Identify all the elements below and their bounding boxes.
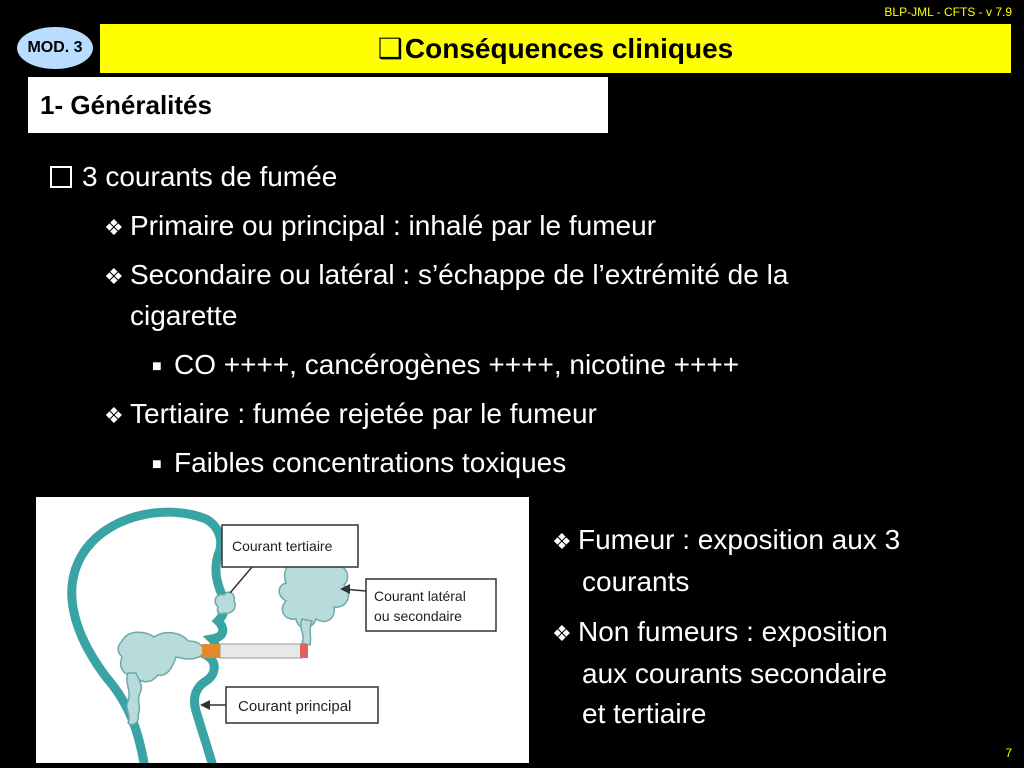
bullet-tertiary-detail: ■ Faibles concentrations toxiques [152,443,566,485]
label-tertiary [222,525,358,567]
nonsmoker-note: ❖ Non fumeurs : exposition [552,612,900,654]
label-lateral [366,579,496,631]
diamond-bullet-icon: ❖ [104,403,124,428]
svg-text:Courant tertiaire: Courant tertiaire [232,538,333,554]
bullet-tertiary: ❖ Tertiaire : fumée rejetée par le fumeur [104,394,597,436]
header-tag: BLP-JML - CFTS - v 7.9 [884,5,1012,19]
diamond-bullet-icon: ❖ [552,621,572,646]
bullet-secondary-cont: cigarette [130,300,238,331]
cigarette-filter [202,644,220,658]
smoker-note: ❖ Fumeur : exposition aux 3 [552,520,900,562]
checkbox-icon: ❑ [377,33,403,64]
bullet-primary: ❖ Primaire ou principal : inhalé par le fumeur [104,206,656,248]
checkbox-bullet-icon [50,166,72,188]
inhaled-smoke-trail [127,673,142,725]
module-badge: MOD. 3 [17,27,93,69]
lateral-smoke-stem [301,619,312,645]
svg-text:Courant latéral: Courant latéral [374,588,466,604]
bullet-main: 3 courants de fumée [50,157,337,197]
svg-text:Courant principal: Courant principal [238,698,352,715]
diagram-svg [36,497,529,763]
title-bar [100,24,1011,73]
exposure-notes [552,520,900,734]
nonsmoker-note-cont2: et tertiaire [582,698,707,729]
arrow-tertiary [230,567,252,593]
bullet-secondary-detail: ■ CO ++++, cancérogènes ++++, nicotine ++++ [152,345,739,387]
page-title: Conséquences cliniques [404,32,734,64]
tertiary-smoke [215,592,235,614]
svg-text:ou secondaire: ou secondaire [374,608,462,624]
square-bullet-icon: ■ [152,358,162,375]
page-number: 7 [1005,746,1012,760]
diamond-bullet-icon: ❖ [104,215,124,240]
label-principal [226,687,378,723]
arrowhead-principal [200,700,210,710]
smoke-streams-diagram [36,497,529,763]
section-title: 1- Généralités [28,77,608,133]
bullet-secondary: ❖ Secondaire ou latéral : s’échappe de l’extrémité de la [104,255,788,297]
diamond-bullet-icon: ❖ [552,529,572,554]
cigarette-body [220,644,302,658]
cigarette-tip [300,644,308,658]
diamond-bullet-icon: ❖ [104,264,124,289]
nonsmoker-note-cont1: aux courants secondaire [582,658,888,689]
smoker-note-cont: courants [582,566,690,597]
square-bullet-icon: ■ [152,456,162,473]
